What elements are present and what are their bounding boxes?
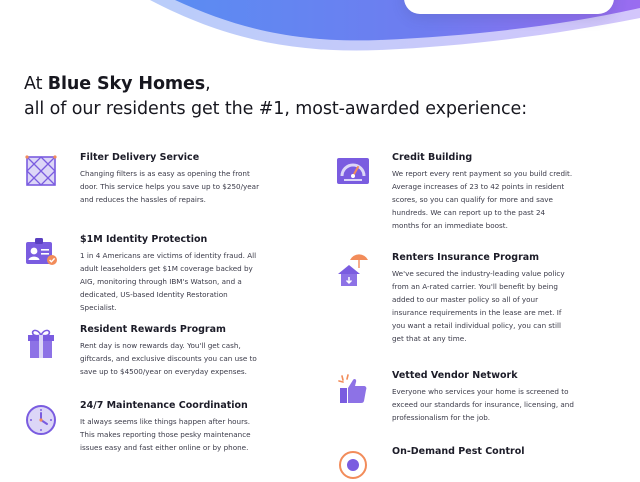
headline-suffix: , — [205, 74, 211, 94]
thumbs-up-icon — [336, 372, 370, 406]
id-card-icon — [24, 236, 58, 270]
feature-description: Changing filters is as easy as opening the front door. This service helps you save up to $250/year and reduces the hassles of repairs. — [80, 169, 260, 204]
feature-title: On-Demand Pest Control — [392, 446, 525, 457]
headline-prefix: At — [24, 74, 48, 94]
feature-description: It always seems like things happen after hours. This makes reporting those pesky maintenance issues easy and fast either online or by phone. — [80, 417, 251, 452]
credit-gauge-icon — [336, 154, 370, 188]
feature-description: We report every rent payment so you build credit. Average increases of 23 to 42 points in resident scores, so you can qualify for more and save hundreds. We can report up to the past 24 months for an immediate boost. — [392, 169, 573, 230]
hero-card — [404, 0, 614, 14]
gift-icon — [24, 326, 58, 360]
feature-title: Resident Rewards Program — [80, 324, 226, 335]
feature-title: 24/7 Maintenance Coordination — [80, 400, 248, 411]
feature-title: Renters Insurance Program — [392, 252, 540, 263]
clock-icon — [24, 402, 58, 436]
feature-description: We've secured the industry-leading value policy from an A-rated carrier. You'll benefit by being added to our master policy so all of your insurance requirements in the lease are met. If you want a retail individual policy, you can still get that at any time. — [392, 269, 565, 343]
page-headline — [24, 72, 527, 122]
umbrella-house-icon — [336, 254, 370, 288]
feature-title: Credit Building — [392, 152, 473, 163]
feature-title: $1M Identity Protection — [80, 234, 208, 245]
filter-icon — [24, 154, 58, 188]
feature-description: 1 in 4 Americans are victims of identity fraud. All adult leaseholders get $1M coverage backed by AIG, monitoring through IBM's Watson, and a dedicated, US-based Identity Restoration Specialist. — [80, 251, 257, 312]
feature-title: Filter Delivery Service — [80, 152, 200, 163]
feature-description: Everyone who services your home is screened to exceed our standards for insurance, licensing, and professionalism for the job. — [392, 387, 574, 422]
headline-line2: all of our residents get the #1, most-awarded experience: — [24, 99, 527, 119]
pest-control-icon — [336, 448, 370, 482]
headline-brand: Blue Sky Homes — [47, 74, 206, 94]
feature-title: Vetted Vendor Network — [392, 370, 518, 381]
feature-description: Rent day is now rewards day. You'll get cash, giftcards, and exclusive discounts you can use to save up to $4500/year on everyday expenses. — [80, 341, 257, 376]
